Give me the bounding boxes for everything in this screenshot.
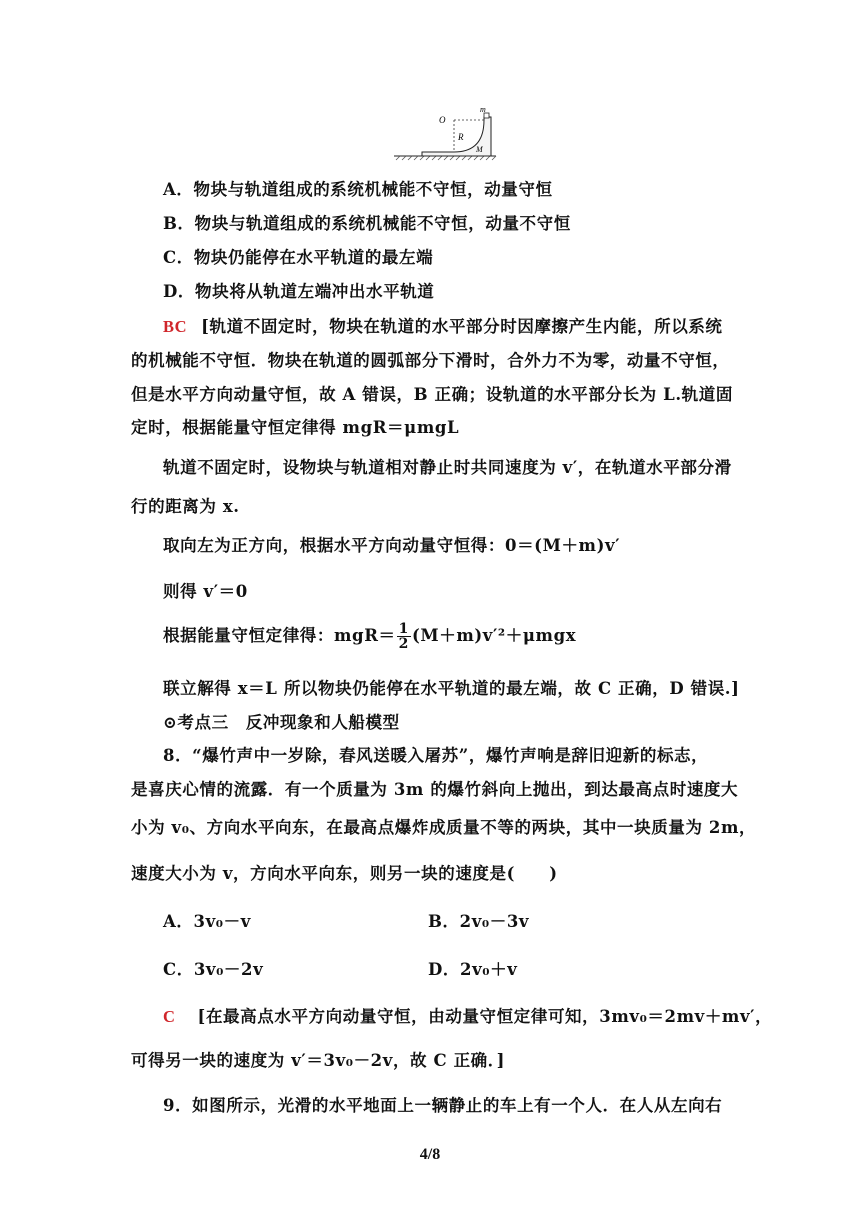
q8-stem-line-2: 是喜庆心情的流露．有一个质量为 3m 的爆竹斜向上抛出，到达最高点时速度大 (131, 780, 739, 799)
q8-stem-line-1: 8．“爆竹声中一岁除，春风送暖入屠苏”，爆竹声响是辞旧迎新的标志， (163, 746, 709, 765)
q7-explanation-line-10: 联立解得 x＝L 所以物块仍能停在水平轨道的最左端，故 C 正确，D 错误.] (163, 679, 740, 698)
fraction-one-half (397, 622, 411, 651)
track-diagram (392, 106, 502, 162)
q7-exp-text-1: [轨道不固定时，物块在轨道的水平部分时因摩擦产生内能，所以系统 (201, 317, 723, 336)
q7-explanation-line-6: 行的距离为 x. (131, 497, 240, 516)
q8-option-d: D．2v₀＋v (428, 960, 518, 979)
q8-stem-line-3: 小为 v₀、方向水平向东，在最高点爆炸成质量不等的两块，其中一块质量为 2m， (131, 818, 757, 837)
energy-eq-right: (M＋m)v′²＋μmgx (411, 626, 577, 645)
q7-option-c: C．物块仍能停在水平轨道的最左端 (163, 248, 434, 267)
q7-option-d: D．物块将从轨道左端冲出水平轨道 (163, 282, 435, 301)
label-m: m (480, 106, 486, 114)
q8-stem-line-4: 速度大小为 v，方向水平向东，则另一块的速度是( ) (131, 864, 558, 883)
label-O: O (439, 115, 446, 125)
fraction-denominator: 2 (398, 636, 409, 652)
q7-option-b: B．物块与轨道组成的系统机械能不守恒，动量不守恒 (163, 214, 571, 233)
q9-stem-line-1: 9．如图所示，光滑的水平地面上一辆静止的车上有一个人．在人从左向右 (163, 1096, 723, 1115)
label-R: R (458, 132, 464, 142)
q8-explanation-line-2: 可得另一块的速度为 v′＝3v₀－2v，故 C 正确．] (131, 1051, 506, 1070)
q8-option-b: B．2v₀－3v (428, 912, 530, 931)
energy-eq-left: 根据能量守恒定律得：mgR＝ (163, 626, 396, 645)
q7-explanation-line-7: 取向左为正方向，根据水平方向动量守恒得：0＝(M＋m)v′ (163, 536, 621, 555)
q7-explanation-line-2: 的机械能不守恒．物块在轨道的圆弧部分下滑时，合外力不为零，动量不守恒， (131, 351, 730, 370)
q8-exp-text-1: [在最高点水平方向动量守恒，由动量守恒定律可知，3mv₀＝2mv＋mv′， (197, 1007, 773, 1026)
page-number: 4/8 (419, 1146, 441, 1163)
fraction-numerator: 1 (398, 621, 409, 637)
section-heading: ⊙考点三 反冲现象和人船模型 (163, 713, 400, 732)
q7-explanation-line-8: 则得 v′＝0 (163, 582, 248, 601)
q7-explanation-line-3: 但是水平方向动量守恒，故 A 错误，B 正确；设轨道的水平部分长为 L.轨道固 (131, 385, 733, 404)
q7-explanation-line-5: 轨道不固定时，设物块与轨道相对静止时共同速度为 v′，在轨道水平部分滑 (163, 458, 732, 477)
q8-explanation-line-1 (163, 1003, 772, 1027)
q8-option-c: C．3v₀－2v (163, 960, 264, 979)
q8-answer: C (163, 1007, 176, 1026)
q7-explanation-line-4: 定时，根据能量守恒定律得 mgR＝μmgL (131, 418, 460, 437)
track-diagram-svg (392, 106, 502, 162)
q7-explanation-line-9 (163, 622, 576, 651)
q7-option-a: A．物块与轨道组成的系统机械能不守恒，动量守恒 (163, 180, 553, 199)
q7-explanation-line-1 (163, 313, 723, 337)
q7-answer: BC (163, 317, 188, 336)
label-M: M (476, 145, 483, 154)
q8-option-a: A．3v₀－v (163, 912, 251, 931)
